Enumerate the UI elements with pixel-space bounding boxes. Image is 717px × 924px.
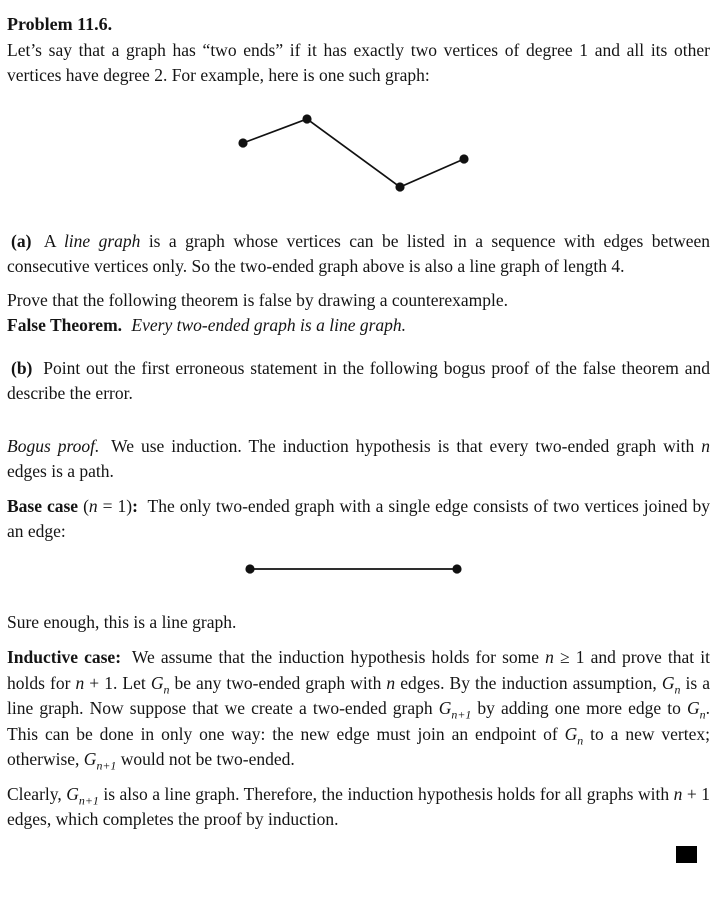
part-b-paragraph — [7, 356, 710, 407]
subscript — [79, 793, 99, 807]
false-theorem-label: False Theorem. — [7, 315, 123, 335]
graph-edges-polyline — [243, 119, 464, 187]
text-run: . This can be done in only one way: the new edge must join an endpoint of — [7, 698, 710, 744]
math-var-n: n — [673, 783, 683, 804]
math-var-n: n — [545, 647, 554, 667]
math-var-G: G — [150, 672, 164, 693]
math-var-n: n — [88, 495, 98, 516]
sure-enough-paragraph — [7, 610, 710, 636]
text-run: = 1) — [97, 495, 133, 516]
text-run: A — [36, 230, 64, 251]
text-run: ( — [83, 495, 89, 516]
prove-paragraph — [7, 288, 710, 314]
text-run: edges. By the induction assumption, — [395, 672, 662, 693]
math-sub-text: n+1 — [78, 793, 99, 807]
text-run: + 1 edges, which completes the proof by induction. — [7, 783, 710, 829]
base-case-colon: : — [132, 495, 138, 516]
math-var-G: G — [83, 749, 97, 769]
math-G-sub-n — [687, 698, 706, 722]
text-run: + 1. Let — [84, 672, 151, 693]
math-var-G: G — [564, 723, 578, 744]
math-var-G: G — [66, 783, 79, 804]
math-G-sub-n — [564, 723, 584, 747]
problem-title: Problem 11.6. — [7, 14, 113, 34]
part-a-paragraph — [7, 229, 710, 280]
two-ended-graph-figure — [7, 109, 710, 201]
math-sub-text: n+1 — [96, 758, 117, 773]
math-var-G: G — [687, 698, 700, 718]
prove-text: Prove that the following theorem is false by drawing a counterexample. — [7, 289, 509, 310]
text-run: would not be two-ended. — [116, 749, 295, 769]
text-run: is a line graph. Now suppose that we create a two-ended graph — [7, 672, 710, 718]
sure-enough-text: Sure enough, this is a line graph. — [7, 611, 237, 632]
qed-box — [676, 846, 697, 863]
text-run: edges is a path. — [7, 461, 114, 481]
inductive-case-paragraph — [7, 645, 710, 773]
single-edge-figure — [7, 559, 710, 579]
text-run: The only two-ended graph with a single edge consists of two vertices joined by an edge: — [7, 495, 710, 541]
math-var-n: n — [701, 435, 710, 456]
text-run: to a new vertex; otherwise, — [7, 723, 711, 769]
intro-paragraph — [7, 38, 710, 89]
math-G-sub-n-plus-1 — [438, 698, 472, 722]
conclusion-paragraph — [7, 782, 710, 833]
bogus-proof-label: Bogus proof. — [7, 435, 100, 456]
subscript — [96, 759, 116, 773]
math-var-G: G — [661, 672, 675, 693]
false-theorem-paragraph — [7, 313, 710, 339]
inductive-case-label: Inductive case: — [7, 647, 122, 667]
text-run: Clearly, — [7, 783, 67, 804]
math-sub-text: n — [163, 682, 170, 696]
subscript — [451, 708, 471, 722]
intro-text: Let’s say that a graph has “two ends” if it has exactly two vertices of degree 1 and all its other vertices have degree 2. For example, here is one such graph: — [7, 39, 710, 85]
base-case-paragraph — [7, 494, 710, 545]
text-run: We assume that the induction hypothesis holds for some — [126, 647, 546, 667]
part-b-label: (b) — [11, 357, 33, 378]
math-sub-text: n — [699, 707, 706, 722]
text-run: be any two-ended graph with — [169, 672, 387, 693]
false-theorem-statement: Every two-ended graph is a line graph. — [127, 315, 407, 335]
math-sub-text: n — [577, 733, 584, 747]
math-sub-text: n — [674, 682, 681, 696]
text-run: is also a line graph. Therefore, the induction hypothesis holds for all graphs with — [98, 783, 674, 804]
math-var-n: n — [75, 672, 85, 693]
text-run: is a graph whose vertices can be listed in a sequence with edges between consecutive vertices only. So the two-ended graph above is also a line graph of length 4. — [7, 230, 710, 276]
text-run: Point out the first erroneous statement in the following bogus proof of the false theorem and describe the error. — [7, 357, 710, 403]
line-graph-term: line graph — [63, 230, 141, 251]
math-G-sub-n-plus-1 — [66, 783, 99, 807]
part-a-label: (a) — [11, 230, 32, 251]
text-run: ≥ 1 and prove that it holds for — [7, 647, 710, 693]
math-var-G: G — [438, 698, 452, 718]
math-var-n: n — [386, 672, 396, 693]
math-G-sub-n — [661, 672, 681, 696]
math-G-sub-n-plus-1 — [83, 749, 117, 773]
math-G-sub-n — [150, 672, 170, 696]
text-run: by adding one more edge to — [471, 698, 688, 718]
text-run: We use induction. The induction hypothesis is that every two-ended graph with — [104, 435, 702, 456]
bogus-proof-paragraph — [7, 434, 710, 485]
base-case-label: Base case — [7, 495, 84, 516]
math-sub-text: n+1 — [451, 707, 472, 722]
